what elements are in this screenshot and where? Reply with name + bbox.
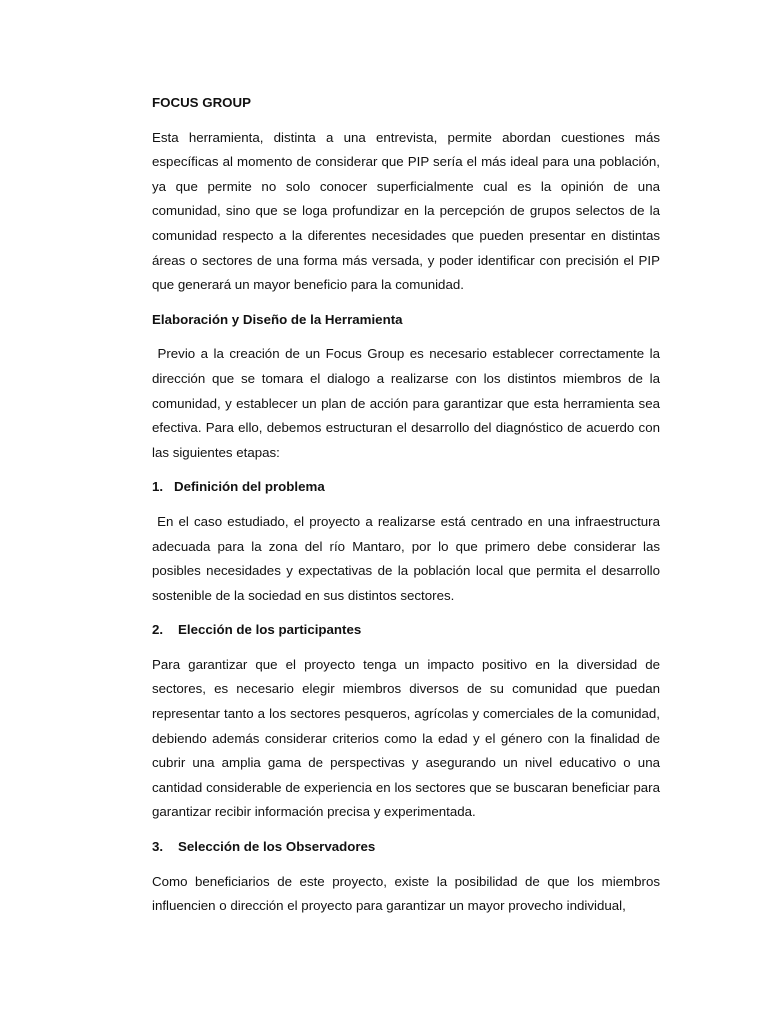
step-1-number: 1. — [152, 479, 164, 495]
step-1-heading — [152, 475, 660, 500]
step-1-paragraph: En el caso estudiado, el proyecto a realizarse está centrado en una infraestructura adecuada para la zona del río Mantaro, por lo que primero debe considerar las posibles necesidades y expectativas de la población local que permita el desarrollo sostenible de la sociedad en sus distintos sectores. — [152, 513, 664, 603]
step-3-number: 3. — [152, 839, 164, 855]
section-heading: Elaboración y Diseño de la Herramienta — [152, 311, 403, 327]
section-paragraph: Previo a la creación de un Focus Group es necesario establecer correctamente la dirección que se tomara el dialogo a realizarse con los distintos miembros de la comunidad, y establecer un plan de acción para garantizar que esta herramienta sea efectiva. Para ello, debemos estructuran el desarrollo del diagnóstico de acuerdo con las siguientes etapas: — [152, 346, 664, 460]
step-1-title: Definición del problema — [174, 479, 325, 495]
intro-paragraph: Esta herramienta, distinta a una entrevista, permite abordan cuestiones más específicas al momento de considerar que PIP sería el más ideal para una población, ya que permite no solo conocer superficialmente cual es la opinión de una comunidad, sino que se loga profundizar en la percepción de grupos selectos de la comunidad respecto a la diferentes necesidades que pueden presentar en distintas áreas o sectores de una forma más versada, y poder identificar con precisión el PIP que generará un mayor beneficio para la comunidad. — [152, 129, 660, 293]
step-2-title: Elección de los participantes — [178, 622, 362, 638]
document-body — [152, 91, 664, 929]
document-title: FOCUS GROUP — [152, 95, 251, 110]
step-2-number: 2. — [152, 622, 164, 638]
step-3-title: Selección de los Observadores — [178, 839, 376, 855]
step-3-heading — [152, 835, 660, 860]
step-2-paragraph: Para garantizar que el proyecto tenga un impacto positivo en la diversidad de sectores, es necesario elegir miembros diversos de su comunidad que puedan representar tanto a los sectores pesqueros, agrícolas y comerciales de la comunidad, debiendo además considerar criterios como la edad y el género con la finalidad de cubrir una amplia gama de perspectivas y asegurando un nivel educativo o una cantidad considerable de experiencia en los sectores que se buscaran beneficiar para garantizar recibir información precisa y experimentada. — [152, 656, 660, 820]
step-2-heading — [152, 618, 660, 643]
step-3-paragraph: Como beneficiarios de este proyecto, existe la posibilidad de que los miembros influencien o dirección el proyecto para garantizar un mayor provecho individual, — [152, 873, 660, 914]
